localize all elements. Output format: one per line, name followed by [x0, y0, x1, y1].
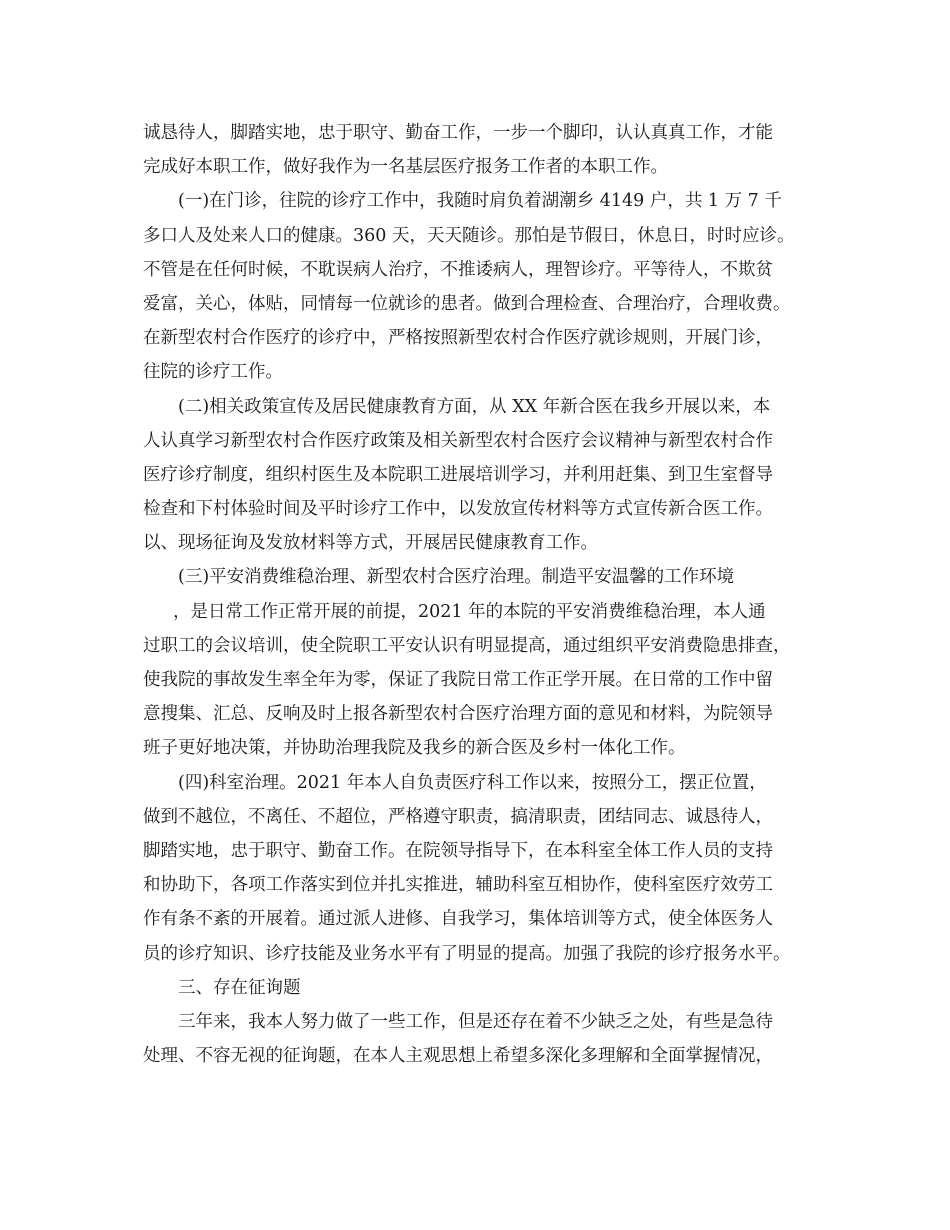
- text-line: 诚恳待人，脚踏实地，忠于职守、勤奋工作，一步一个脚印，认认真真工作，才能: [143, 123, 773, 143]
- text-line: (一)在门诊，往院的诊疗工作中，我随时肩负着湖潮乡 4149 户，共 1 万 7 千: [178, 191, 782, 212]
- text-line: 作有条不紊的开展着。通过派人进修、自我学习，集体培训等方式，使全体医务人: [143, 909, 773, 930]
- text-line: 班子更好地决策，并协助治理我院及我乡的新合医及乡村一体化工作。: [143, 738, 686, 759]
- text-line: 在新型农村合作医疗的诊疗中，严格按照新型农村合作医疗就诊规则，开展门诊，: [143, 328, 773, 349]
- document-body: [143, 116, 828, 1073]
- text-line: (四)科室治理。2021 年本人自负责医疗科工作以来，按照分工，摆正位置，: [178, 772, 767, 793]
- text-line: 三、存在征询题: [178, 977, 301, 998]
- text-line: 脚踏实地，忠于职守、勤奋工作。在院领导指导下，在本科室全体工作人员的支持: [143, 840, 773, 861]
- text-line: 和协助下，各项工作落实到位并扎实推进，辅助科室互相协作，使科室医疗效劳工: [143, 875, 773, 896]
- text-line: 员的诊疗知识、诊疗技能及业务水平有了明显的提高。加强了我院的诊疗报务水平。: [143, 943, 791, 964]
- text-line: 爱富，关心，体贴，同情每一位就诊的患者。做到合理检查、合理治疗，合理收费。: [143, 293, 791, 314]
- text-line: 处理、不容无视的征询题，在本人主观思想上希望多深化多理解和全面掌握情况，: [143, 1046, 773, 1067]
- text-line: 过职工的会议培训，使全院职工平安认识有明显提高，通过组织平安消费隐患排查，: [143, 635, 791, 656]
- text-line: 医疗诊疗制度，组织村医生及本院职工进展培训学习，并利用赶集、到卫生室督导: [143, 464, 773, 485]
- text-line: 以、现场征询及发放材料等方式，开展居民健康教育工作。: [143, 533, 598, 554]
- text-line: 检查和下村体验时间及平时诊疗工作中，以发放宣传材料等方式宣传新合医工作。: [143, 499, 773, 520]
- text-line: ，是日常工作正常开展的前提，2021 年的本院的平安消费维稳治理，本人通: [173, 601, 766, 622]
- text-line: 使我院的事故发生率全年为零，保证了我院日常工作正学开展。在日常的工作中留: [143, 670, 773, 690]
- text-line: 人认真学习新型农村合作医疗政策及相关新型农村合医疗会议精神与新型农村合作: [143, 430, 773, 451]
- text-line: (二)相关政策宣传及居民健康教育方面，从 XX 年新合医在我乡开展以来，本: [178, 396, 771, 417]
- text-line: 不管是在任何时候，不耽误病人治疗，不推诿病人，理智诊疗。平等待人，不欺贫: [143, 259, 773, 280]
- text-line: 三年来，我本人努力做了一些工作，但是还存在着不少缺乏之处，有些是急待: [178, 1011, 773, 1032]
- document-text: [143, 116, 828, 1073]
- text-line: 往院的诊疗工作。: [143, 362, 283, 383]
- text-line: 完成好本职工作，做好我作为一名基层医疗报务工作者的本职工作。: [143, 157, 668, 178]
- text-line: 意搜集、汇总、反响及时上报各新型农村合医疗治理方面的意见和材料，为院领导: [143, 704, 773, 725]
- text-line: 多口人及处来人口的健康。360 天，天天随诊。那怕是节假日，休息日，时时应诊。: [143, 225, 795, 246]
- text-line: 做到不越位，不离任、不超位，严格遵守职责，搞清职责，团结同志、诚恳待人，: [143, 806, 773, 827]
- text-line: (三)平安消费维稳治理、新型农村合医疗治理。制造平安温馨的工作环境: [178, 567, 735, 588]
